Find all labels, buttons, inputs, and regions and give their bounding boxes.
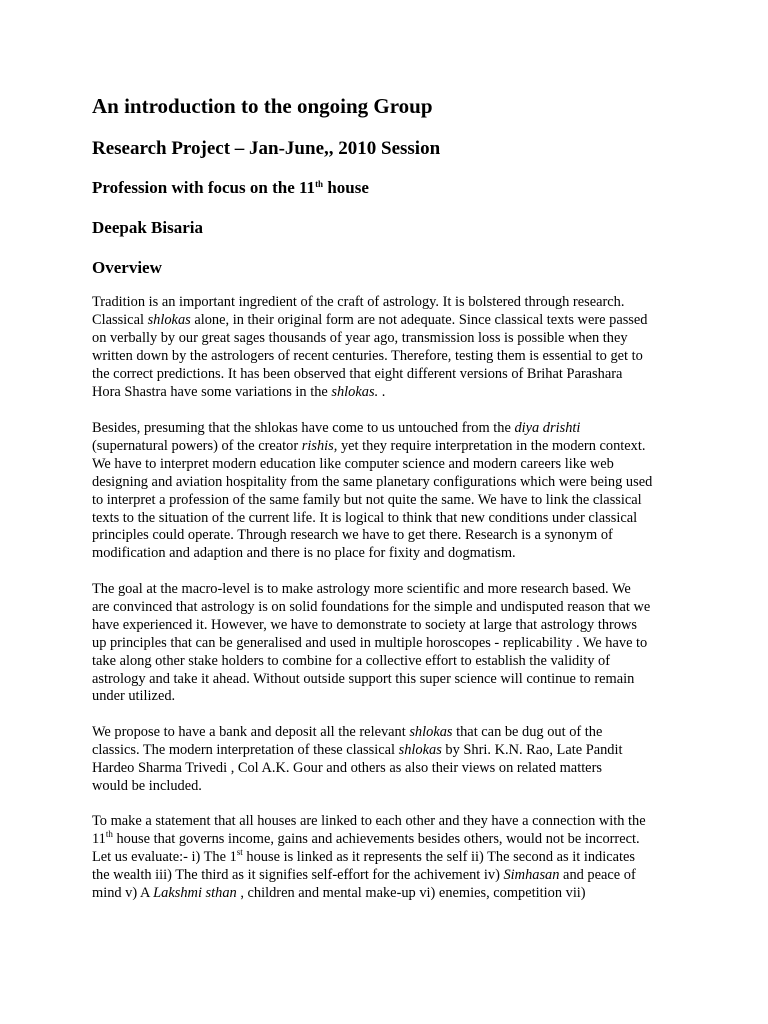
paragraph-line: Tradition is an important ingredient of the craft of astrology. It is bolstered through research. — [92, 294, 625, 310]
paragraph-line: texts to the situation of the current life. It is logical to think that new conditions under classical — [92, 509, 638, 526]
subtitle-text: Profession with focus on the 11 — [92, 178, 316, 197]
paragraph-line — [92, 867, 688, 885]
paragraph-line — [92, 438, 688, 456]
paragraph-line: designing and aviation hospitality from the same planetary configurations which were being used — [92, 473, 653, 490]
text-run: Hora Shastra have some variations in the — [92, 383, 332, 400]
text-run: alone, in their original form are not adequate. Since classical texts were passed — [190, 311, 648, 328]
italic-term: Lakshmi sthan — [153, 884, 237, 901]
italic-term: diya drishti — [514, 420, 581, 436]
text-run: . — [378, 383, 386, 400]
paragraph-line: modification and adaption and there is no place for fixity and dogmatism. — [92, 545, 516, 562]
paragraph-line: up principles that can be generalised and used in multiple horoscopes - replicability . We have to — [92, 634, 648, 651]
paragraph-line: the correct predictions. It has been observed that eight different versions of Brihat Parashara — [92, 365, 623, 382]
paragraph-line — [92, 846, 688, 867]
document-title-line-1: An introduction to the ongoing Group — [92, 94, 433, 118]
text-run: the wealth iii) The third as it signifies self-effort for the achivement iv) — [92, 866, 504, 883]
text-run: house is linked as it represents the self ii) The second as it indicates — [242, 848, 635, 865]
text-run: and peace of — [559, 866, 636, 883]
paragraph-line — [92, 312, 688, 330]
italic-term: Simhasan — [503, 866, 560, 883]
italic-term: rishis, — [301, 437, 338, 454]
text-run: (supernatural powers) of the creator — [92, 437, 302, 454]
text-run: , children and mental make-up vi) enemies, competition vii) — [236, 884, 586, 901]
text-run: Classical — [92, 311, 148, 328]
superscript: st — [236, 846, 243, 857]
superscript: th — [105, 828, 113, 839]
italic-term: shlokas. — [331, 383, 379, 400]
italic-term: shlokas — [147, 311, 191, 328]
document-subtitle — [92, 178, 369, 198]
text-run: house that governs income, gains and achievements besides others, would not be incorrect. — [112, 830, 640, 847]
paragraph-line: on verbally by our great sages thousands of year ago, transmission loss is possible when they — [92, 329, 628, 346]
author-name: Deepak Bisaria — [92, 218, 203, 237]
text-run: by Shri. K.N. Rao, Late Pandit — [441, 741, 623, 758]
paragraph-line: principles could operate. Through research we have to get there. Research is a synonym of — [92, 527, 613, 544]
italic-term: shlokas — [398, 741, 442, 758]
paragraph-4 — [92, 724, 688, 796]
paragraph-3 — [92, 581, 688, 706]
document-title-line-2: Research Project – Jan-June,, 2010 Session — [92, 138, 441, 159]
text-run: 11 — [92, 830, 106, 847]
text-run: yet they require interpretation in the modern context. — [337, 437, 646, 454]
text-run: mind v) A — [92, 884, 154, 901]
paragraph-line: We have to interpret modern education like computer science and modern careers like web — [92, 455, 614, 472]
paragraph-line — [92, 384, 688, 402]
paragraph-line: to interpret a profession of the same family but not quite the same. We have to link the classical — [92, 491, 642, 508]
paragraph-line: written down by the astrologers of recent centuries. Therefore, testing them is essential to get to — [92, 347, 643, 364]
text-run: that can be dug out of the — [452, 724, 603, 740]
paragraph-line: Hardeo Sharma Trivedi , Col A.K. Gour and others as also their views on related matters — [92, 759, 602, 776]
paragraph-line: have experienced it. However, we have to demonstrate to society at large that astrology throws — [92, 616, 638, 633]
text-run: classics. The modern interpretation of these classical — [92, 741, 399, 758]
paragraph-line — [92, 828, 688, 849]
paragraph-2 — [92, 420, 688, 563]
paragraph-line: under utilized. — [92, 688, 176, 705]
paragraph-line: are convinced that astrology is on solid foundations for the simple and undisputed reason that we — [92, 598, 651, 615]
text-run: Besides, presuming that the shlokas have come to us untouched from the — [92, 420, 515, 436]
italic-term: shlokas — [409, 724, 453, 740]
subtitle-text-end: house — [323, 178, 369, 197]
paragraph-line — [92, 885, 688, 903]
paragraph-line — [92, 742, 688, 760]
text-run: Let us evaluate:- i) The 1 — [92, 848, 237, 865]
paragraph-5 — [92, 813, 688, 903]
paragraph-1 — [92, 294, 688, 401]
paragraph-line: The goal at the macro-level is to make astrology more scientific and more research based. We — [92, 581, 631, 597]
text-run: We propose to have a bank and deposit all the relevant — [92, 724, 410, 740]
subtitle-superscript: th — [315, 179, 324, 189]
paragraph-line: take along other stake holders to combine for a collective effort to establish the validity of — [92, 652, 611, 669]
paragraph-line — [92, 724, 688, 742]
paragraph-line: would be included. — [92, 777, 202, 794]
paragraph-line: To make a statement that all houses are linked to each other and they have a connection with the — [92, 813, 646, 829]
paragraph-line: astrology and take it ahead. Without outside support this super science will continue to remain — [92, 670, 635, 687]
section-heading-overview: Overview — [92, 258, 162, 277]
paragraph-line — [92, 420, 688, 438]
